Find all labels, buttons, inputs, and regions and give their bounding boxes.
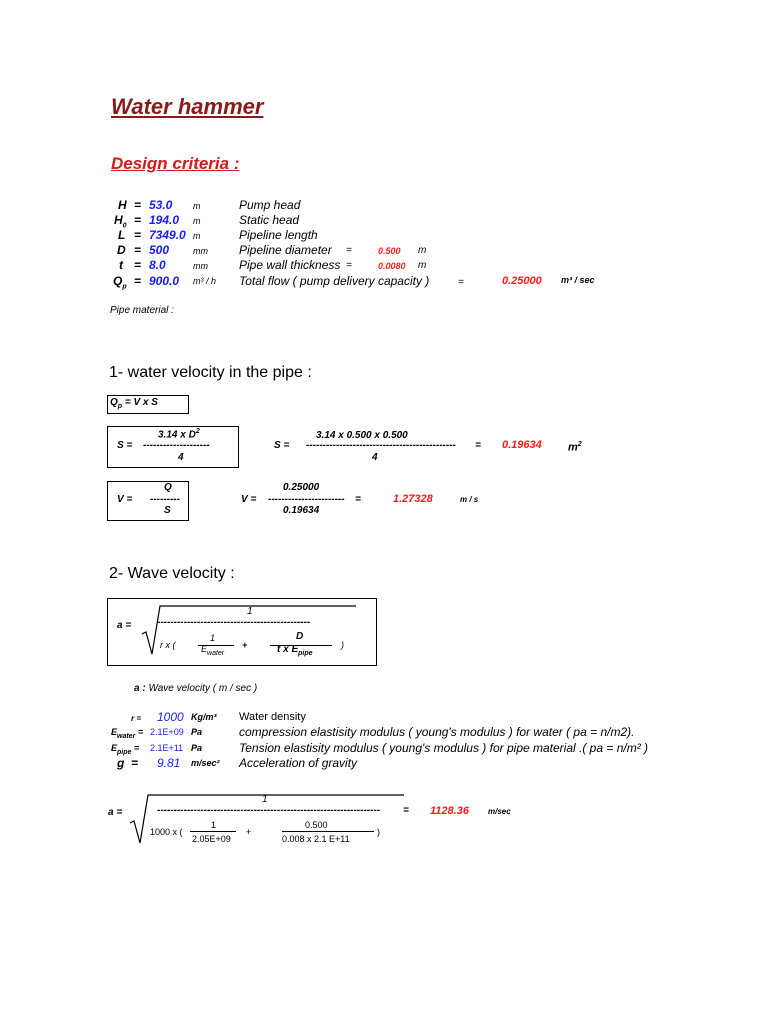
param-unit: m [193, 231, 201, 241]
const-unit: Pa [191, 727, 203, 737]
const-value: 2.1E+09 [150, 727, 184, 737]
formula-D: D [296, 631, 304, 642]
formula-one: 1 [210, 633, 216, 643]
param-conv-unit: m³ / sec [561, 275, 595, 285]
calc-result: 1128.36 [430, 805, 469, 817]
q-formula: $Q_p = V$ x S [110, 397, 158, 410]
param-conv-eq: = [346, 260, 352, 271]
page-title: Water hammer [111, 94, 264, 119]
const-value: 2.1E+11 [150, 743, 184, 753]
calc-r: 1000 x ( [150, 827, 183, 837]
param-value: 194.0 [149, 213, 180, 227]
calc-dashes: ------------------------------------------------------------------- [157, 805, 381, 816]
v-calc-dashes: ----------------------- [268, 494, 345, 505]
const-symbol: g = [117, 756, 139, 770]
formula-plus: + [242, 640, 248, 650]
formula-txe: t x $E_{pipe}$ [277, 644, 313, 657]
const-unit: Pa [191, 743, 203, 753]
calc-plus: + [246, 827, 252, 837]
formula-ewater: $E_{water}$ [201, 644, 225, 657]
const-desc: compression elastisity modulus ( young's modulus ) for water ( pa = n/m2). [239, 725, 635, 739]
param-desc: Static head [239, 213, 300, 227]
calc-numerator: 1 [262, 794, 268, 805]
s-calc-label: S = [274, 440, 290, 451]
param-desc: Pipeline diameter [239, 243, 332, 257]
calc-fraction-line [282, 831, 374, 832]
calc-D: 0.500 [305, 820, 328, 830]
param-eq: = [134, 198, 142, 212]
param-unit: mm [193, 246, 208, 256]
v-unit: m / s [460, 495, 479, 504]
param-conv-value: 0.25000 [502, 275, 542, 287]
param-conv-unit: m [418, 260, 427, 271]
const-desc: Tension elastisity modulus ( young's modulus ) for pipe material .( pa = n/m² ) [239, 741, 649, 755]
calc-te: 0.008 x 2.1 E+11 [282, 834, 350, 844]
const-unit: m/sec² [191, 758, 220, 768]
calc-fraction-line [190, 831, 236, 832]
v-label: V = [117, 494, 133, 505]
param-unit: m [193, 216, 201, 226]
param-eq: = [134, 228, 142, 242]
param-symbol: H [118, 198, 127, 212]
param-unit: m [193, 201, 201, 211]
const-symbol: $E_{water}$ = [111, 727, 144, 740]
param-value: 53.0 [149, 198, 173, 212]
param-symbol: t [119, 258, 123, 272]
const-symbol: r = [131, 714, 142, 723]
pipe-material-label: Pipe material : [110, 305, 174, 316]
param-value: 7349.0 [149, 228, 186, 242]
design-criteria-heading: Design criteria : [111, 154, 240, 173]
calc-close: ) [377, 827, 380, 837]
param-symbol: D [117, 243, 126, 257]
param-desc: Total flow ( pump delivery capacity ) [239, 274, 430, 288]
const-symbol: $E_{pipe}$ = [111, 743, 140, 756]
s-calc-eq: = [475, 440, 481, 451]
s-label: S = [117, 440, 133, 451]
param-eq: = [134, 274, 142, 288]
param-conv-value: 0.0080 [378, 261, 406, 271]
param-symbol: L [118, 228, 126, 242]
v-calc-label: V = [241, 494, 257, 505]
v-dashes: --------- [150, 494, 180, 505]
param-eq: = [134, 243, 142, 257]
formula-dashes: ---------------------------------------------- [157, 617, 311, 628]
param-unit: mm [193, 261, 208, 271]
param-value: 500 [149, 243, 170, 257]
v-calc-numerator: 0.25000 [283, 482, 320, 493]
formula-close: ) [341, 640, 344, 650]
param-value: 8.0 [149, 258, 166, 272]
a-label: a = [117, 620, 132, 631]
v-result: 1.27328 [393, 493, 433, 505]
const-value: 1000 [157, 710, 184, 724]
calc-unit: m/sec [488, 807, 511, 816]
s-unit: $m^2$ [568, 441, 582, 454]
v-calc-denominator: 0.19634 [283, 505, 320, 516]
param-conv-value: 0.500 [378, 246, 401, 256]
calc-one: 1 [211, 820, 217, 830]
s-dashes: -------------------- [143, 440, 210, 451]
param-symbol: $Q_p$ [113, 274, 127, 291]
param-symbol: $H_0$ [114, 213, 127, 230]
v-denominator: S [164, 505, 171, 516]
v-calc-eq: = [355, 494, 361, 505]
const-value: 9.81 [157, 756, 181, 770]
param-desc: Pipe wall thickness [239, 258, 341, 272]
section1-heading: 1- water velocity in the pipe : [109, 364, 312, 381]
param-conv-unit: m [418, 245, 427, 256]
param-unit: m³ / h [193, 276, 217, 286]
formula-numerator: 1 [247, 606, 253, 617]
param-eq: = [134, 258, 142, 272]
param-conv-eq: = [458, 277, 464, 288]
param-value: 900.0 [149, 274, 180, 288]
section2-heading: 2- Wave velocity : [109, 565, 235, 582]
s-calc-dashes: --------------------------------------------- [306, 440, 456, 451]
calc-eq: = [403, 805, 409, 816]
const-unit: Kg/m³ [191, 712, 217, 722]
const-desc: Acceleration of gravity [239, 756, 358, 770]
formula-r: r x ( [160, 640, 176, 650]
const-desc: Water density [239, 711, 306, 723]
calc-label: a = [108, 807, 123, 818]
s-numerator: 3.14 x $D^2$ [158, 428, 200, 441]
param-conv-eq: = [346, 245, 352, 256]
v-numerator: Q [164, 482, 172, 493]
param-desc: Pump head [239, 198, 301, 212]
param-desc: Pipeline length [239, 228, 318, 242]
a-definition: a : Wave velocity ( m / sec ) [134, 683, 258, 694]
sqrt-symbol [128, 793, 408, 847]
param-eq: = [134, 213, 142, 227]
s-calc-numerator: 3.14 x 0.500 x 0.500 [316, 430, 408, 441]
s-calc-denominator: 4 [372, 452, 378, 463]
s-denominator: 4 [178, 452, 184, 463]
calc-ewater: 2.05E+09 [192, 834, 231, 844]
s-result: 0.19634 [502, 439, 542, 451]
